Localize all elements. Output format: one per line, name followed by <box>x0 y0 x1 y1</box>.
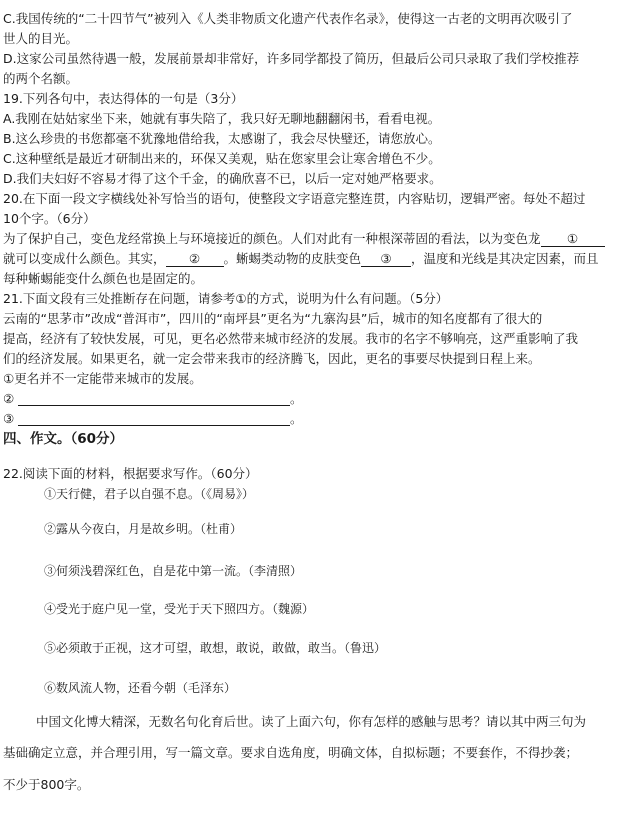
passage-text: ，温度和光线是其决定因素，而且 <box>411 251 599 266</box>
question-22-intro: 22.阅读下面的材料，根据要求写作。（60分） <box>3 466 258 481</box>
question-19-option-b: B.这么珍贵的书您都毫不犹豫地借给我，太感谢了，我会尽快璧还，请您放心。 <box>3 131 441 146</box>
quote-4: ④受光于庭户见一堂，受光于天下照四方。（魏源） <box>44 602 315 616</box>
blank-3[interactable]: ③ <box>361 252 411 267</box>
option-c-line-1: C.我国传统的“二十四节气”被列入《人类非物质文化遗产代表作名录》，使得这一古老的文明再次吸引了 <box>3 11 573 26</box>
option-d-line-1: D.这家公司虽然待遇一般，发展前景却非常好，许多同学都投了简历，但最后公司只录取了我们学校推荐 <box>3 51 580 66</box>
question-19-stem: 19.下列各句中，表达得体的一句是（3分） <box>3 91 244 106</box>
question-20-passage-line-3: 每种蜥蜴能变什么颜色也是固定的。 <box>3 271 204 286</box>
question-20-stem-2: 10个字。（6分） <box>3 211 96 226</box>
question-21-passage-2: 提高，经济有了较快发展，可见，更名必然带来城市经济的发展。我市的名字不够响亮，这严重影响了我 <box>3 331 579 346</box>
section-4-heading: 四、作文。（60分） <box>3 431 124 447</box>
option-c-line-2: 世人的目光。 <box>3 31 79 46</box>
blank-2[interactable]: ② <box>166 252 224 267</box>
question-19-option-c: C.这种壁纸是最近才研制出来的，环保又美观，贴在您家里会让寒舍增色不少。 <box>3 151 441 166</box>
question-19-option-d: D.我们夫妇好不容易才得了这个千金，的确欣喜不已，以后一定对她严格要求。 <box>3 171 442 186</box>
question-21-passage-1: 云南的“思茅市”改成“普洱市”，四川的“南坪县”更名为“九寨沟县”后，城市的知名度都有了很大的 <box>3 311 543 326</box>
requirements-line-3: 不少于800字。 <box>3 777 90 792</box>
passage-text: 。蜥蜴类动物的皮肤变色 <box>223 251 362 266</box>
quote-1: ①天行健，君子以自强不息。（《周易》） <box>44 487 255 501</box>
answer-2-line[interactable] <box>18 405 290 406</box>
question-21-stem: 21.下面文段有三处推断存在问题，请参考①的方式，说明为什么有问题。（5分） <box>3 291 449 306</box>
question-21-passage-3: 们的经济发展。如果更名，就一定会带来我市的经济腾飞，因此，更名的事要尽快提到日程上来。 <box>3 351 541 366</box>
question-20-stem-1: 20.在下面一段文字横线处补写恰当的语句，使整段文字语意完整连贯，内容贴切，逻辑严密。每处不超过 <box>3 191 586 206</box>
requirements-line-1: 中国文化博大精深，无数名句化育后世。读了上面六句，你有怎样的感触与思考？请以其中两三句为 <box>36 714 587 729</box>
blank-1[interactable]: ① <box>541 232 605 247</box>
passage-text: 为了保护自己，变色龙经常换上与环境接近的颜色。人们对此有一种根深蒂固的看法，以为变色龙 <box>3 231 541 246</box>
answer-3-label: ③ <box>3 411 15 426</box>
question-20-passage-line-1 <box>3 231 605 247</box>
quote-3: ③何须浅碧深红色，自是花中第一流。（李清照） <box>44 564 303 578</box>
quote-5: ⑤必须敢于正视，这才可望，敢想，敢说，敢做，敢当。（鲁迅） <box>44 641 387 655</box>
passage-text: 就可以变成什么颜色。其实， <box>3 251 166 266</box>
answer-3-line[interactable] <box>18 425 290 426</box>
quote-2: ②露从今夜白，月是故乡明。（杜甫） <box>44 522 243 536</box>
answer-2-label: ② <box>3 391 15 406</box>
option-d-line-2: 的两个名额。 <box>3 71 79 86</box>
requirements-line-2: 基础确定立意，并合理引用，写一篇文章。要求自选角度，明确文体，自拟标题；不要套作，不得抄袭； <box>3 745 579 760</box>
answer-3-period: 。 <box>290 411 303 426</box>
question-19-option-a: A.我刚在姑姑家坐下来，她就有事失陪了，我只好无聊地翻翻闲书，看看电视。 <box>3 111 441 126</box>
quote-6: ⑥数风流人物，还看今朝（毛泽东） <box>44 681 237 695</box>
question-21-example-answer: ①更名并不一定能带来城市的发展。 <box>3 371 202 386</box>
question-20-passage-line-2 <box>3 251 599 267</box>
answer-2-period: 。 <box>290 391 303 406</box>
